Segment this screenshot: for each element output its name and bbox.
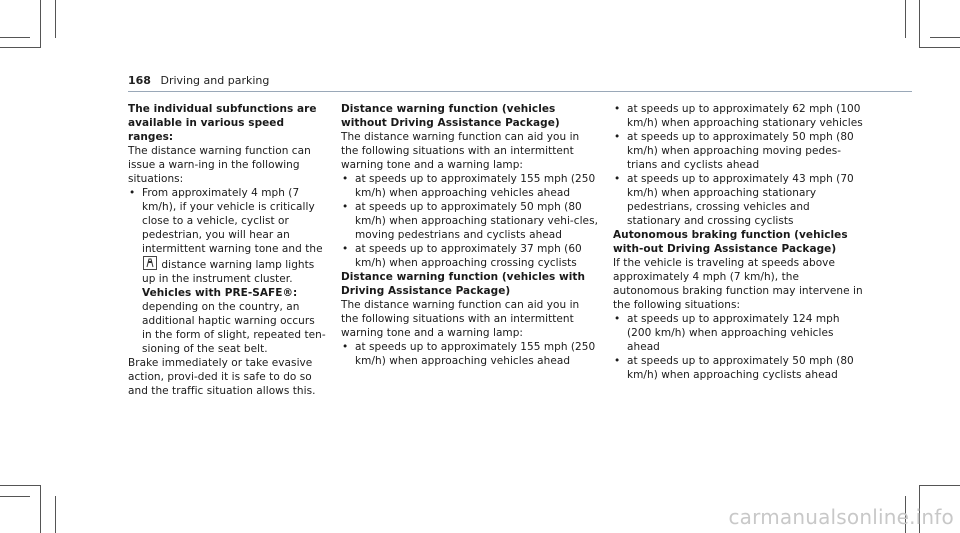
page-number: 168 [128, 74, 151, 87]
intro-text: The distance warning function can aid you in the following situations with an intermittent warning tone and a warning lamp: [341, 299, 580, 339]
list-item: • at speeds up to approximately 124 mph (200 km/h) when approaching vehicles ahead [613, 312, 865, 354]
crop-mark [55, 0, 56, 38]
column-right [613, 102, 865, 382]
header-rule [128, 91, 912, 92]
crop-mark [919, 47, 960, 48]
distance-warning-lamp-icon [143, 256, 157, 270]
section-title: Driving and parking [160, 74, 270, 87]
crop-mark [0, 496, 30, 497]
list-item: • at speeds up to approximately 62 mph (100 km/h) when approaching stationary vehicles [613, 102, 865, 130]
crop-mark [40, 485, 41, 533]
column-left [128, 102, 326, 398]
heading-without-package: Distance warning function (vehicles without Driving Assistance Package) [341, 103, 560, 129]
bullet-list [613, 102, 865, 228]
crop-mark [905, 0, 906, 38]
bullet-list [128, 186, 326, 286]
crop-mark [0, 485, 41, 486]
list-item: • at speeds up to approximately 43 mph (70 km/h) when approaching stationary pedestrians, crossing vehicles and stationary and crossing cyclists [613, 172, 865, 228]
brake-paragraph: Brake immediately or take evasive action, provi-ded it is safe to do so and the traffic situation allows this. [128, 357, 316, 397]
presafe-paragraph: Vehicles with PRE‑SAFE®: depending on the country, an additional haptic warning occurs in the form of slight, repeated ten-sioning of the seat belt. [142, 287, 326, 355]
crop-mark [930, 37, 960, 38]
heading-with-package: Distance warning function (vehicles with Driving Assistance Package) [341, 271, 586, 297]
bullet-list [613, 312, 865, 382]
subfunctions-heading: The individual subfunctions are available in various speed ranges: [128, 103, 317, 143]
watermark: carmanualsonline.info [728, 505, 954, 529]
crop-mark [919, 485, 960, 486]
list-item: • From approximately 4 mph (7 km/h), if your vehicle is critically close to a vehicle, cyclist or pedestrian, you will hear an intermittent warning tone and the distance warning lamp lights up in the instrument cluster. [128, 186, 326, 286]
list-item: • at speeds up to approximately 50 mph (80 km/h) when approaching moving pedes-trians and cyclists ahead [613, 130, 865, 172]
list-item: • at speeds up to approximately 50 mph (80 km/h) when approaching stationary vehi-cles, moving pedestrians and cyclists ahead [341, 200, 599, 242]
bullet-list [341, 340, 599, 368]
page-header [128, 74, 269, 87]
bullet-list [341, 172, 599, 270]
list-item: • at speeds up to approximately 50 mph (80 km/h) when approaching cyclists ahead [613, 354, 865, 382]
crop-mark [40, 0, 41, 48]
crop-mark [0, 37, 30, 38]
intro-text: The distance warning function can issue a warn-ing in the following situations: [128, 145, 311, 185]
intro-text: The distance warning function can aid you in the following situations with an intermittent warning tone and a warning lamp: [341, 131, 580, 171]
list-item: • at speeds up to approximately 37 mph (60 km/h) when approaching crossing cyclists [341, 242, 599, 270]
crop-mark [0, 47, 41, 48]
autonomous-braking-heading: Autonomous braking function (vehicles with-out Driving Assistance Package) [613, 229, 848, 255]
intro-text: If the vehicle is traveling at speeds above approximately 4 mph (7 km/h), the autonomous braking function may intervene in the following situations: [613, 257, 863, 311]
list-item: • at speeds up to approximately 155 mph (250 km/h) when approaching vehicles ahead [341, 340, 599, 368]
crop-mark [55, 496, 56, 533]
crop-mark [919, 0, 920, 48]
list-item: • at speeds up to approximately 155 mph (250 km/h) when approaching vehicles ahead [341, 172, 599, 200]
presafe-label: Vehicles with PRE‑SAFE®: [142, 287, 298, 299]
column-middle [341, 102, 599, 368]
